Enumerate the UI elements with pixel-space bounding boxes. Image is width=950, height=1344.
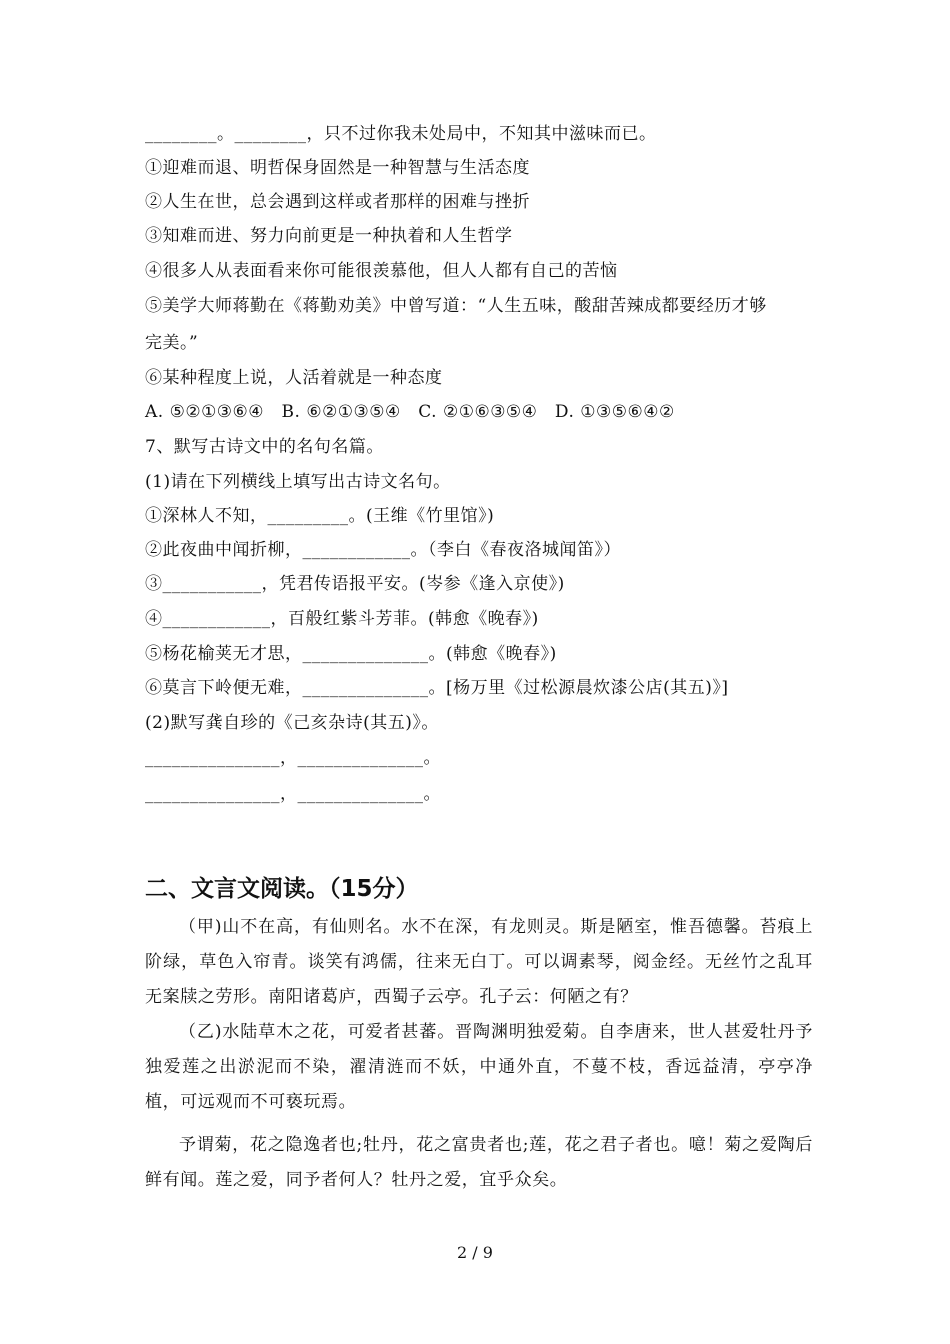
q6-sentence-4: ④很多人从表面看来你可能很羡慕他，但人人都有自己的苦恼 [145,261,618,281]
q7-answer-blank-1: _______________，______________。 [145,748,441,768]
q7-part2-instruction: (2)默写龚自珍的《己亥杂诗(其五)》。 [145,713,439,733]
q6-sentence-5a: ⑤美学大师蒋勤在《蒋勤劝美》中曾写道：“人生五味，酸甜苦辣成都要经历才够 [145,296,767,316]
q7-line-5: ⑤杨花榆荚无才思，______________。(韩愈《晚春》) [145,644,557,664]
q7-line-3: ③___________，凭君传语报平安。(岑参《逢入京使》) [145,574,565,594]
passage-yi-continued: 予谓菊，花之隐逸者也;牡丹，花之富贵者也;莲，花之君子者也。噫！菊之爱陶后鲜有闻。莲之爱，同予者何人？牡丹之爱，宜乎众矣。 [145,1135,813,1190]
q6-stem-tail: ________。________，只不过你我未处局中，不知其中滋味而已。 [145,124,657,144]
q6-options: A. ⑤②①③⑥④ B. ⑥②①③⑤④ C. ②①⑥③⑤④ D. ①③⑤⑥④② [145,402,675,422]
q6-sentence-3: ③知难而进、努力向前更是一种执着和人生哲学 [145,226,513,246]
q7-title: 7、默写古诗文中的名句名篇。 [145,437,384,457]
q7-line-4: ④____________，百般红紫斗芳菲。(韩愈《晚春》) [145,609,539,629]
q7-answer-blank-2: _______________，______________。 [145,784,441,804]
q6-sentence-1: ①迎难而退、明哲保身固然是一种智慧与生活态度 [145,158,530,178]
q7-line-6: ⑥莫言下岭便无难，______________。[杨万里《过松源晨炊漆公店(其五)》] [145,678,729,698]
q6-sentence-5b: 完美。” [145,333,199,353]
passage-jia: （甲)山不在高，有仙则名。水不在深，有龙则灵。斯是陋室，惟吾德馨。苔痕上阶绿，草色入帘青。谈笑有鸿儒，往来无白丁。可以调素琴，阅金经。无丝竹之乱耳无案牍之劳形。南阳诸葛庐，西蜀子云亭。孔子云：何陋之有？ [145,917,813,1007]
q6-sentence-2: ②人生在世，总会遇到这样或者那样的困难与挫折 [145,192,530,212]
q7-part1-instruction: (1)请在下列横线上填写出古诗文名句。 [145,472,451,492]
passage-yi: （乙)水陆草木之花，可爱者甚蕃。晋陶渊明独爱菊。自李唐来，世人甚爱牡丹予独爱莲之出淤泥而不染，濯清涟而不妖，中通外直，不蔓不枝，香远益清，亭亭净植，可远观而不可亵玩焉。 [145,1022,813,1112]
q7-line-2: ②此夜曲中闻折柳，____________。（李白《春夜洛城闻笛》） [145,540,621,560]
section2-heading: 二、文言文阅读。（15分） [145,876,419,902]
q6-sentence-6: ⑥某种程度上说，人活着就是一种态度 [145,368,443,388]
page-number: 2 / 9 [457,1243,493,1262]
q7-line-1: ①深林人不知，_________。(王维《竹里馆》) [145,506,495,526]
